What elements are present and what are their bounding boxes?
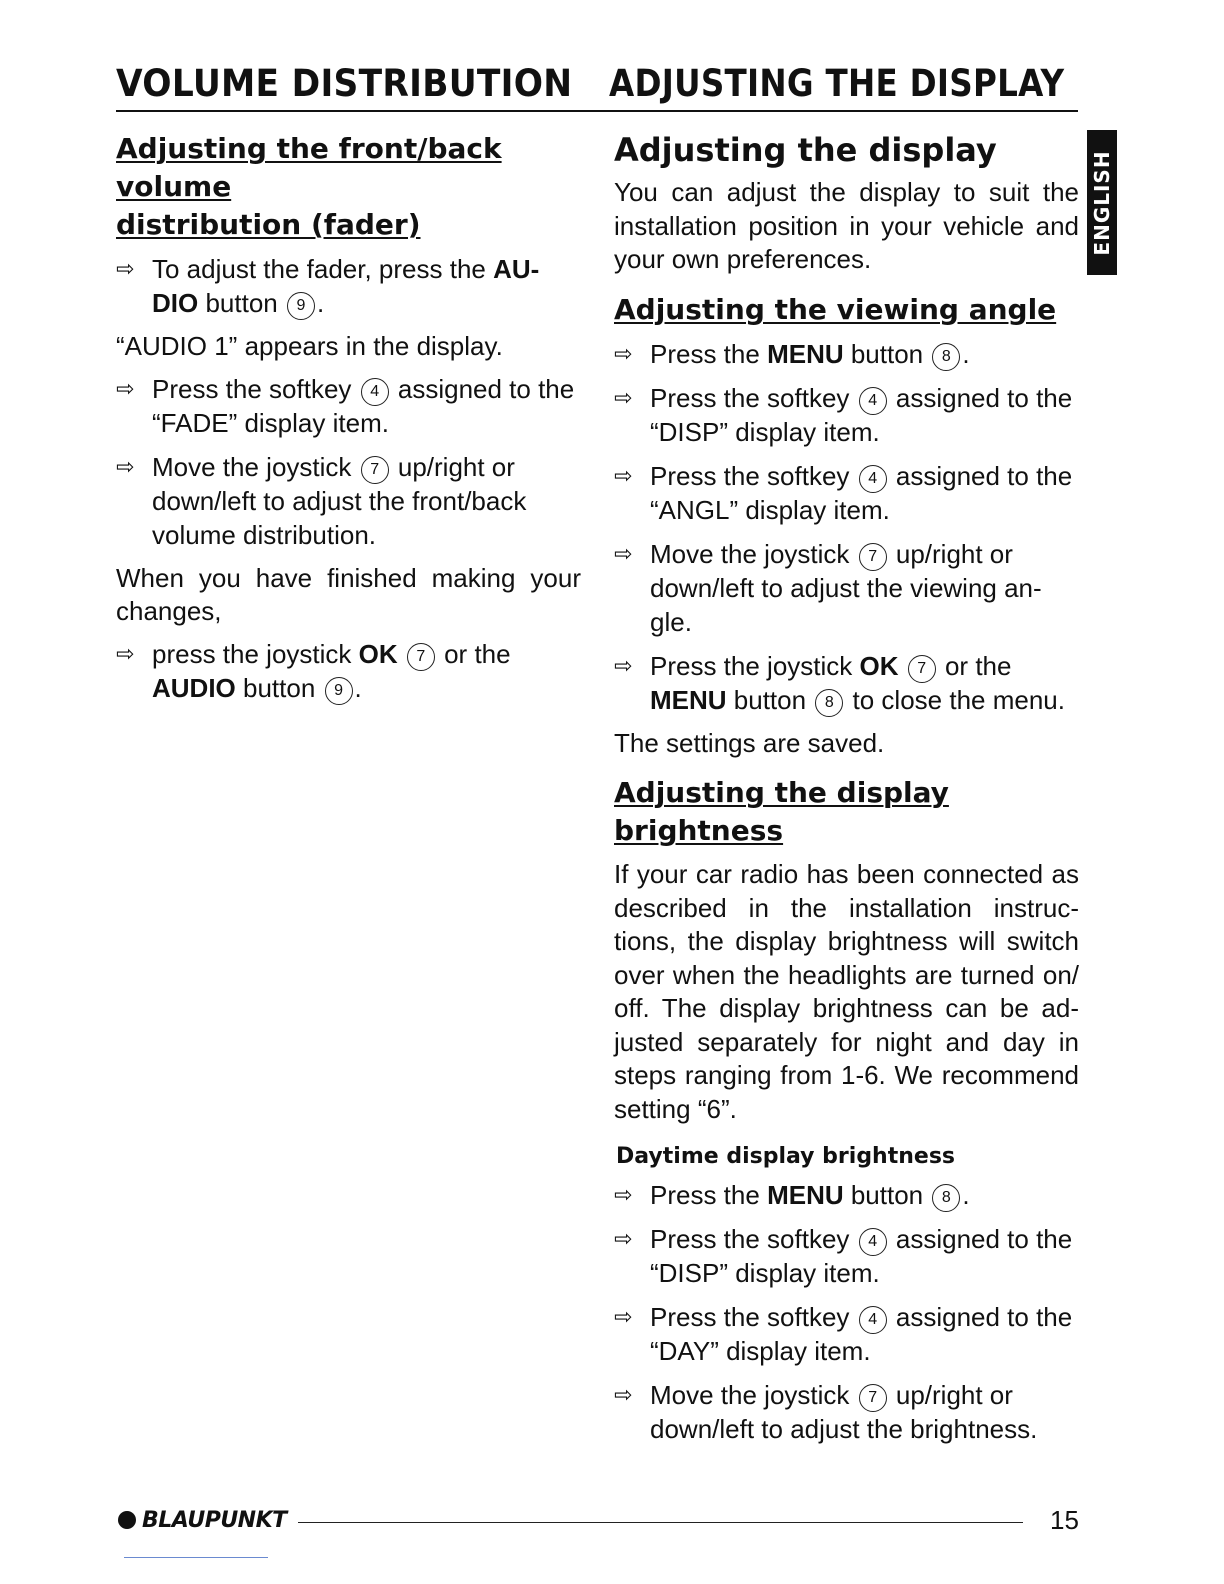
step-arrow-icon: ⇨ [614,1182,633,1207]
page-number: 15 [1050,1505,1079,1535]
button-number-badge: 7 [859,1384,887,1412]
button-number-badge: 8 [815,689,843,717]
right-column [614,130,1079,1456]
fader-note-1: “AUDIO 1” appears in the display. [116,331,503,361]
step-arrow-icon: ⇨ [614,384,633,410]
button-number-badge: 4 [859,1228,887,1256]
viewing-angle-title: Adjusting the viewing angle [614,292,1057,326]
button-number-badge: 4 [859,387,887,415]
button-number-badge: 8 [932,1184,960,1212]
viewing-step-5: ⇨ Press the joystick OK 7 or the MENU button 8 to close the menu. [614,650,1065,715]
step-arrow-icon: ⇨ [116,640,135,666]
viewing-step-2: ⇨ Press the softkey 4 assigned to the “DISP” display item. [614,382,1073,447]
fader-section-title: Adjusting the front/back volume distribution (fader) [116,132,502,241]
brightness-body: If your car radio has been connected as described in the installation instruc-tions, the display brightness will switch over when the headlights are turned on/ off. The display brightness can be ad-justed separately for night and day in steps ranging from 1-6. We recommend setting “6”. [614,859,1079,1124]
button-number-badge: 7 [859,543,887,571]
step-arrow-icon: ⇨ [614,340,633,366]
step-arrow-icon: ⇨ [614,462,633,488]
fader-step-4: ⇨ press the joystick OK 7 or the AUDIO button 9 . [116,638,511,703]
left-header-title: VOLUME DISTRIBUTION [116,62,573,105]
step-arrow-icon: ⇨ [614,1382,633,1407]
fader-step-1: ⇨ To adjust the fader, press the AU- DIO button 9 . [116,254,540,318]
display-intro: You can adjust the display to suit the installation position in your vehicle and your own preferences. [614,177,1079,274]
daytime-brightness-title: Daytime display brightness [616,1144,956,1169]
step-arrow-icon: ⇨ [614,1226,633,1251]
daytime-step-3: ⇨ Press the softkey 4 assigned to the “DAY” display item. [614,1302,1073,1366]
settings-saved-note: The settings are saved. [614,727,885,758]
button-number-badge: 4 [859,1306,887,1334]
button-number-badge: 7 [361,456,389,484]
daytime-step-1: ⇨ Press the MENU button 8 . [614,1180,970,1210]
viewing-step-1: ⇨ Press the MENU button 8 . [614,338,970,369]
button-number-badge: 9 [287,292,315,320]
viewing-step-3: ⇨ Press the softkey 4 assigned to the “ANGL” display item. [614,460,1073,525]
brightness-title: Adjusting the display brightness [614,776,949,847]
button-number-badge: 4 [859,465,887,493]
logo-dot-icon [118,1511,136,1529]
bottom-decorative-line [124,1557,268,1558]
step-arrow-icon: ⇨ [614,1304,633,1329]
button-number-badge: 7 [407,643,435,671]
button-number-badge: 7 [908,655,936,683]
display-section-title: Adjusting the display [614,131,997,169]
left-column [116,130,581,715]
right-header-title: ADJUSTING THE DISPLAY [609,62,1065,105]
footer-rule [298,1522,1023,1523]
step-arrow-icon: ⇨ [614,540,633,566]
daytime-step-2: ⇨ Press the softkey 4 assigned to the “DISP” display item. [614,1224,1073,1288]
daytime-step-4: ⇨ Move the joystick 7 up/right or down/left to adjust the brightness. [614,1380,1038,1444]
button-number-badge: 9 [325,677,353,705]
language-tab [1087,130,1117,275]
step-arrow-icon: ⇨ [116,453,135,479]
language-tab-label: ENGLISH [1090,149,1114,256]
step-arrow-icon: ⇨ [614,652,633,678]
viewing-step-4: ⇨ Move the joystick 7 up/right or down/left to adjust the viewing an-gle. [614,538,1042,637]
brand-logo: BLAUPUNKT [118,1508,287,1533]
step-arrow-icon: ⇨ [116,256,135,281]
fader-note-2: When you have finished making your changes, [116,562,581,626]
header-rule [116,110,1078,112]
step-arrow-icon: ⇨ [116,375,135,401]
button-number-badge: 4 [361,378,389,406]
fader-step-2: ⇨ Press the softkey 4 assigned to the “FADE” display item. [116,373,575,438]
button-number-badge: 8 [932,343,960,371]
fader-step-3: ⇨ Move the joystick 7 up/right or down/left to adjust the front/back volume distribution. [116,451,527,550]
